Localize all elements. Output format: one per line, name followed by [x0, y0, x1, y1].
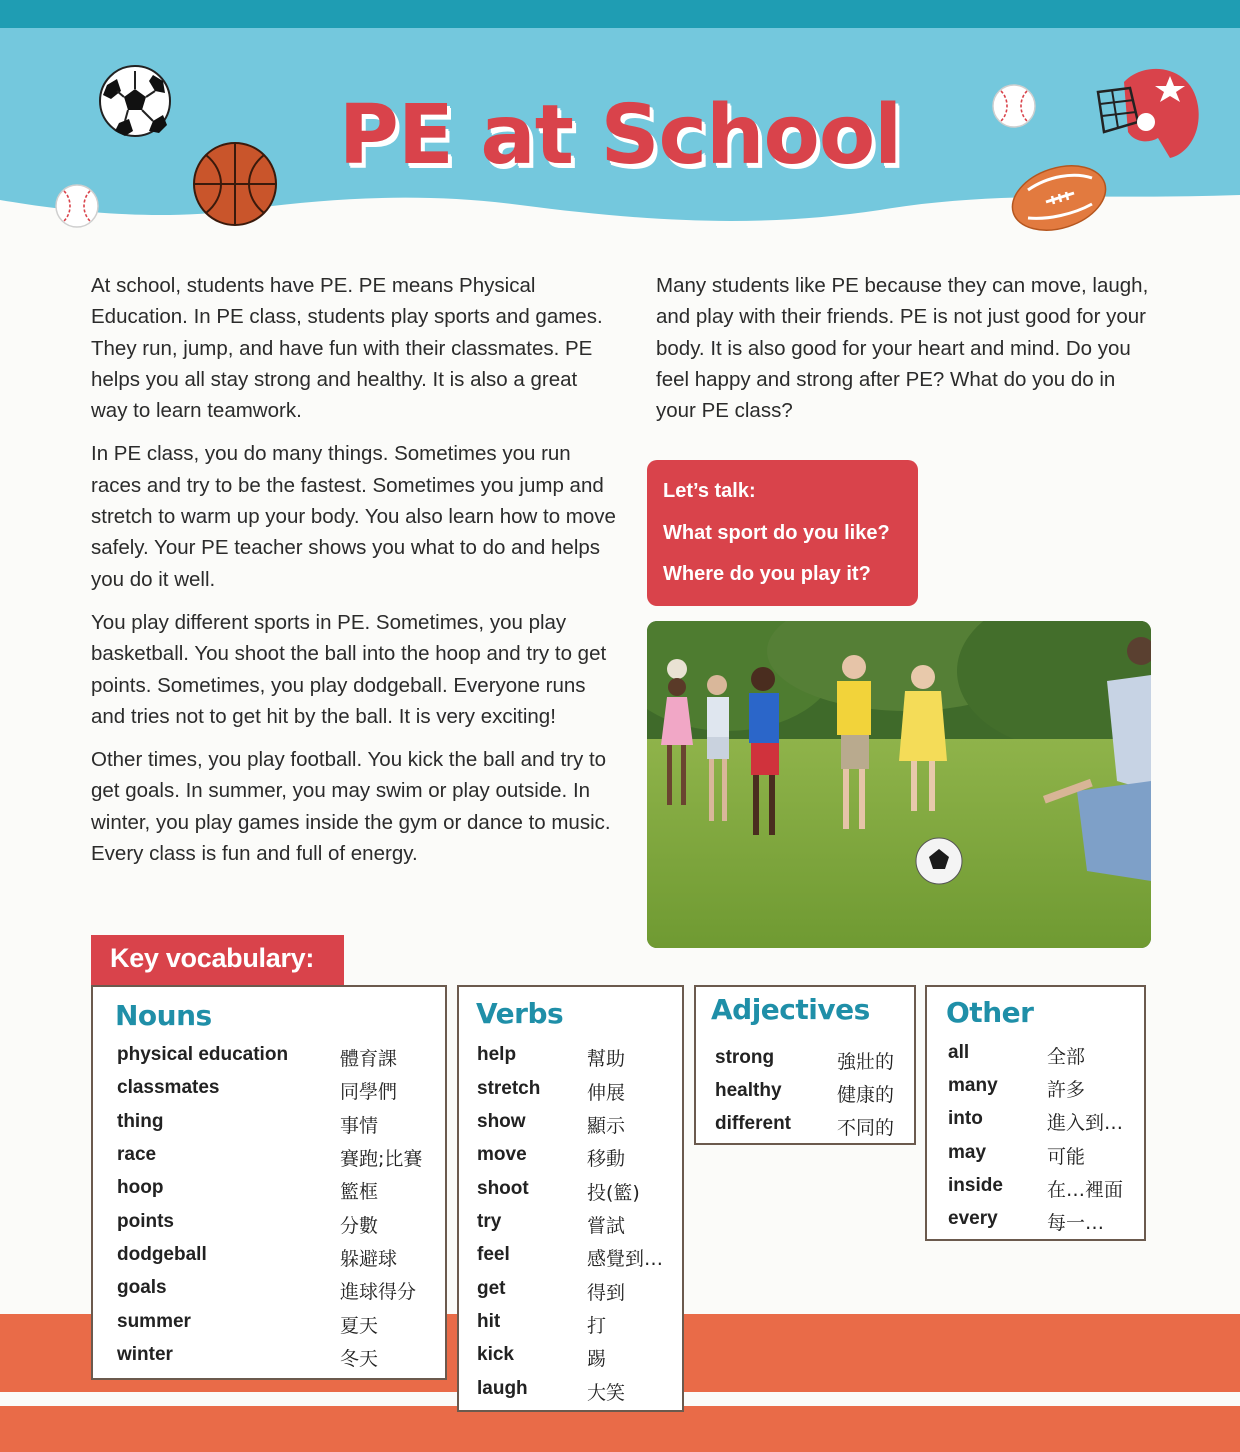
verbs-heading: Verbs [476, 997, 564, 1030]
american-football-icon [1008, 160, 1110, 236]
top-bar [0, 0, 1240, 28]
vocab-row [459, 1211, 682, 1241]
vocab-translation: 嘗試 [587, 1215, 626, 1237]
lets-talk-question: What sport do you like? [663, 521, 890, 544]
vocab-word: into [948, 1108, 983, 1129]
lets-talk-heading: Let’s talk: [663, 480, 756, 502]
vocab-translation: 顯示 [587, 1115, 626, 1137]
vocab-translation: 躲避球 [340, 1248, 398, 1270]
vocab-word: different [715, 1113, 791, 1134]
vocab-row [93, 1211, 445, 1241]
vocab-word: summer [117, 1311, 191, 1332]
vocab-translation: 分數 [340, 1215, 379, 1237]
vocab-translation: 同學們 [340, 1081, 398, 1103]
children-playing-football-photo [647, 621, 1151, 948]
vocab-translation: 全部 [1047, 1046, 1086, 1068]
adjectives-box [694, 985, 916, 1145]
vocab-word: race [117, 1144, 157, 1165]
page-title: PE at School [338, 88, 902, 183]
vocab-translation: 夏天 [340, 1315, 379, 1337]
vocab-translation: 進球得分 [340, 1281, 417, 1303]
vocab-row [459, 1278, 682, 1308]
vocab-translation: 踢 [587, 1348, 607, 1370]
vocab-word: try [477, 1211, 502, 1232]
vocab-row [93, 1144, 445, 1174]
vocab-word: show [477, 1111, 526, 1132]
vocab-translation: 強壯的 [837, 1051, 895, 1073]
vocab-row [93, 1177, 445, 1207]
basketball-icon [192, 141, 278, 227]
vocab-translation: 事情 [340, 1115, 379, 1137]
vocab-word: move [477, 1144, 527, 1165]
vocab-translation: 進入到… [1047, 1112, 1124, 1134]
lets-talk-box [647, 460, 918, 606]
vocab-translation: 大笑 [587, 1382, 626, 1404]
vocab-word: many [948, 1075, 998, 1096]
nouns-heading: Nouns [115, 999, 212, 1032]
vocab-word: thing [117, 1111, 164, 1132]
paragraph: At school, students have PE. PE means Physical Education. In PE class, students play sports and games. They run, jump, and have fun with their classmates. PE helps you all stay strong and healthy. It is also a great way to learn teamwork. [91, 274, 603, 423]
vocab-translation: 伸展 [587, 1082, 626, 1104]
lets-talk-question: Where do you play it? [663, 563, 871, 585]
baseball-icon [991, 83, 1037, 129]
article-right-column [656, 270, 1156, 438]
vocab-word: hoop [117, 1177, 164, 1198]
paragraph: Other times, you play football. You kick the ball and try to get goals. In summer, you may swim or play outside. In winter, you play games inside the gym or dance to music. Every class is fun and full of energy. [91, 748, 611, 866]
vocab-translation: 健康的 [837, 1084, 895, 1106]
vocab-row [93, 1244, 445, 1274]
vocab-translation: 每一… [1047, 1212, 1105, 1234]
vocab-word: stretch [477, 1078, 541, 1099]
vocab-word: classmates [117, 1077, 220, 1098]
vocab-row [93, 1111, 445, 1141]
vocab-row [93, 1344, 445, 1374]
vocab-word: winter [117, 1344, 173, 1365]
vocab-word: hit [477, 1311, 501, 1332]
vocab-row [93, 1277, 445, 1307]
vocab-row [927, 1175, 1144, 1205]
vocab-row [696, 1113, 914, 1143]
adjectives-heading: Adjectives [711, 993, 870, 1026]
vocab-row [927, 1208, 1144, 1238]
vocab-word: may [948, 1142, 987, 1163]
vocab-word: dodgeball [117, 1244, 207, 1265]
vocab-row [459, 1178, 682, 1208]
vocab-translation: 投(籃) [587, 1182, 640, 1204]
vocab-word: points [117, 1211, 174, 1232]
vocab-translation: 體育課 [340, 1048, 398, 1070]
vocab-translation: 幫助 [587, 1048, 626, 1070]
vocab-word: all [948, 1042, 970, 1063]
vocab-word: every [948, 1208, 998, 1229]
paragraph: Many students like PE because they can move, laugh, and play with their friends. PE is not just good for your body. It is also good for your heart and mind. Do you feel happy and strong after PE? What do you do in your PE class? [656, 274, 1149, 423]
vocab-translation: 在…裡面 [1047, 1179, 1124, 1201]
paragraph: You play different sports in PE. Sometimes, you play basketball. You shoot the ball into the hoop and try to get points. Sometimes, you play dodgeball. Everyone runs and tries not to get hit by the ball. It is very exciting! [91, 610, 607, 728]
vocab-translation: 可能 [1047, 1146, 1086, 1168]
vocab-row [459, 1078, 682, 1108]
vocab-word: healthy [715, 1080, 782, 1101]
verbs-box [457, 985, 684, 1412]
vocab-word: physical education [117, 1044, 289, 1065]
vocab-row [459, 1378, 682, 1408]
vocab-row [93, 1077, 445, 1107]
vocab-row [927, 1042, 1144, 1072]
baseball-icon [54, 183, 100, 229]
vocab-row [459, 1144, 682, 1174]
other-heading: Other [946, 996, 1034, 1029]
vocab-row [696, 1080, 914, 1110]
vocab-translation: 冬天 [340, 1348, 379, 1370]
vocab-word: feel [477, 1244, 510, 1265]
article-left-column [91, 270, 619, 881]
nouns-box [91, 985, 447, 1380]
vocab-word: inside [948, 1175, 1003, 1196]
vocab-row [93, 1311, 445, 1341]
vocab-row [459, 1111, 682, 1141]
key-vocabulary-tag: Key vocabulary: [91, 935, 344, 985]
vocab-row [927, 1142, 1144, 1172]
vocab-row [696, 1047, 914, 1077]
vocab-translation: 許多 [1047, 1079, 1086, 1101]
helmet-icon [1094, 62, 1202, 162]
vocab-translation: 移動 [587, 1148, 626, 1170]
vocab-translation: 籃框 [340, 1181, 379, 1203]
vocab-row [459, 1311, 682, 1341]
vocab-word: laugh [477, 1378, 528, 1399]
vocab-word: shoot [477, 1178, 529, 1199]
vocab-translation: 打 [587, 1315, 607, 1337]
vocab-word: kick [477, 1344, 514, 1365]
vocab-translation: 賽跑;比賽 [340, 1148, 423, 1170]
vocab-row [459, 1044, 682, 1074]
paragraph: In PE class, you do many things. Sometimes you run races and try to be the fastest. Sometimes you jump and stretch to warm up your body. You also learn how to move safely. Your PE teacher shows you what to do and helps you do it well. [91, 442, 616, 591]
vocab-word: help [477, 1044, 517, 1065]
vocab-row [927, 1108, 1144, 1138]
vocab-word: strong [715, 1047, 775, 1068]
vocab-translation: 感覺到… [587, 1248, 664, 1270]
other-box [925, 985, 1146, 1241]
vocab-translation: 不同的 [837, 1117, 895, 1139]
soccer-ball-icon [97, 63, 173, 139]
vocab-translation: 得到 [587, 1282, 626, 1304]
vocab-row [93, 1044, 445, 1074]
vocab-row [459, 1244, 682, 1274]
bottom-stripe [0, 1406, 1240, 1452]
vocab-word: get [477, 1278, 506, 1299]
vocab-row [459, 1344, 682, 1374]
vocab-row [927, 1075, 1144, 1105]
vocab-word: goals [117, 1277, 167, 1298]
